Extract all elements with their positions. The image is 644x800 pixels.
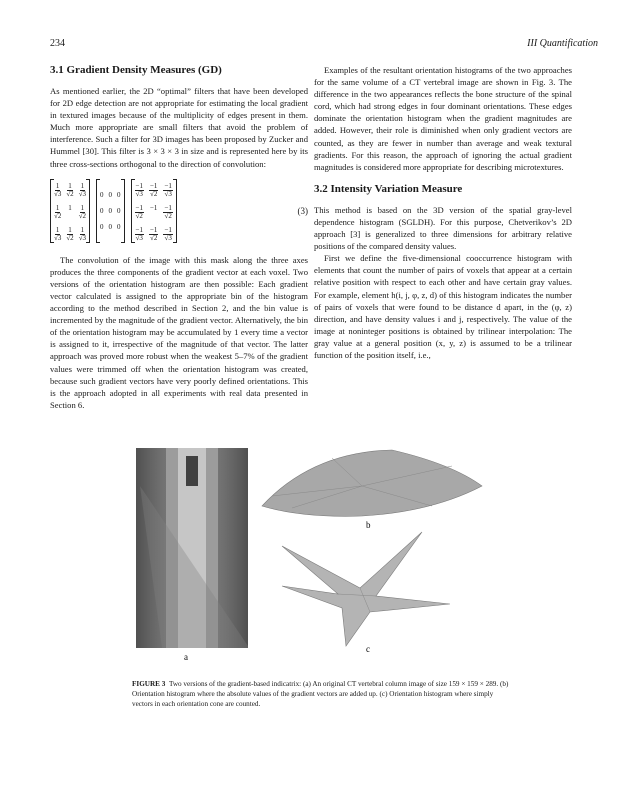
matrix-cell: $\frac{-1}{√3}$ [135, 181, 143, 198]
page-number: 234 [50, 38, 65, 49]
matrix-cell: $\frac{1}{√2}$ [66, 181, 74, 198]
matrix-cell: 0 [117, 222, 121, 231]
orientation-histogram-panel-c [282, 532, 450, 646]
paragraph: The convolution of the image with this mask along the three axes produces the three components of the gradient vector at each voxel. Two versions of the orientation histogram are then possible: Each gradient vector calculated is assigned to the appropriate bin of the histogram according to the method described in Section 2, and the bin value is incremented by the magnitude of the gradient vector. Alternatively, the bin of the orientation histogram may be accumulated by 1 every time a vector is assigned to it, irrespective of the magnitude of that vector. The latter approach was proved more robust when the weakest 5–7% of the gradient values were trimmed off when the orientation histogram was created, because such gradient vectors have very poorly defined orientations. This is the approach adopted in all experiments with real data presented in Section 6. [50, 254, 308, 410]
matrix-cell: $\frac{1}{√2}$ [54, 203, 62, 220]
matrix-cell: 0 [100, 190, 104, 199]
matrix-m3 [131, 179, 177, 243]
matrix-m1 [50, 179, 90, 243]
panel-label-a: a [184, 652, 188, 662]
matrix-cell: $\frac{-1}{√3}$ [135, 225, 143, 242]
panel-label-b: b [366, 520, 371, 530]
matrix-cell: $\frac{-1}{√2}$ [164, 203, 172, 220]
matrix-cell: $\frac{1}{√3}$ [78, 225, 87, 242]
matrix-cell: $\frac{1}{√3}$ [54, 181, 62, 198]
matrix-cell: $\frac{-1}{√2}$ [149, 225, 158, 242]
matrix-cell: $\frac{1}{√2}$ [66, 225, 74, 242]
figure-caption [132, 679, 512, 709]
matrix-cell: 0 [108, 206, 113, 215]
paragraph: This method is based on the 3D version of the spatial gray-level dependence histogram (SGLDH). For this purpose, Chetverikov’s 2D approach [3] is generalized to three dimensions for arbitrary relative positions of the compared density values. [314, 204, 572, 252]
matrix-cell: 0 [108, 190, 113, 199]
orientation-histogram-panel-b [262, 450, 482, 516]
figure-caption-text: Two versions of the gradient-based indicatrix: (a) An original CT vertebral column image of size 159 × 159 × 289. (b) Orientation histogram where the absolute values of the gradient vectors are added up. (c) Orientation histogram where simply vectors in each orientation cone are counted. [132, 680, 509, 708]
ct-image-panel-a [136, 448, 248, 648]
running-head: III Quantification [527, 38, 598, 49]
matrix-cell: −1 [149, 203, 158, 212]
figure-graphics [132, 446, 492, 678]
matrix-cell: 0 [117, 206, 121, 215]
convolution-equation [50, 176, 308, 246]
matrix-cell: $\frac{-1}{√2}$ [149, 181, 158, 198]
right-column [314, 64, 572, 361]
paragraph: First we define the five-dimensional cooccurrence histogram with elements that count the number of pairs of voxels that appear at a certain relative position with respect to each other and have certain gray values. For example, element h(i, j, φ, z, d) of this histogram indicates the number of pairs of voxels that were found to be distance d apart, in the (φ, z) direction, and have density values i and j, respectively. The value of the image at noninteger positions is obtained by trilinear interpolation: The gray value at a general position (x, y, z) is assumed to be a trilinear function of the position itself, i.e., [314, 253, 572, 360]
paragraph: Examples of the resultant orientation histograms of the two approaches for the same volume of a CT vertebral image are shown in Fig. 3. The difference in the two appearances reflects the bone structure of the spinal cord, which had strong edges in four dominant orientations. These edges dominate the orientation histogram when the gradient magnitudes are added. However, their role is diminished when only gradient vectors are counted, as they are fewer in number than average and weak textural gradients. For this reason, the approach of ignoring the actual gradient magnitudes is considered more appropriate for describing microtextures. [314, 65, 572, 172]
matrix-cell: $\frac{1}{√3}$ [54, 225, 62, 242]
matrix-cell: $\frac{1}{√2}$ [78, 203, 87, 220]
matrix-cell: $\frac{-1}{√3}$ [164, 225, 172, 242]
left-column [50, 64, 308, 411]
matrix-cell: $\frac{-1}{√3}$ [164, 181, 172, 198]
matrix-m2 [96, 179, 125, 243]
matrix-cell: 1 [68, 203, 72, 212]
matrix-cell: 0 [108, 222, 113, 231]
section-heading-3-1: 3.1 Gradient Density Measures (GD) [50, 64, 222, 76]
matrix-cell: $\frac{1}{√3}$ [78, 181, 87, 198]
matrix-group [50, 179, 177, 243]
matrix-cell: 0 [100, 206, 104, 215]
matrix-cell: 0 [100, 222, 104, 231]
paragraph: As mentioned earlier, the 2D “optimal” filters that have been developed for 2D edge detection are not appropriate for estimating the local gradient in textured images because of the multiplicity of edges present in them. Much more appropriate are small filters that avoid the problem of interference. Such a filter for 3D images has been proposed by Zucker and Hummel [30]. This filter is 3 × 3 × 3 in size and is represented here by its three cross-sections orthogonal to the direction of convolution: [50, 86, 308, 169]
matrix-cell: $\frac{-1}{√2}$ [135, 203, 143, 220]
panel-label-c: c [366, 644, 370, 654]
equation-number: (3) [297, 205, 308, 216]
figure-caption-lead: FIGURE 3 [132, 680, 166, 688]
section-heading-3-2: 3.2 Intensity Variation Measure [314, 182, 463, 195]
matrix-cell: 0 [117, 190, 121, 199]
figure-3 [132, 446, 492, 678]
